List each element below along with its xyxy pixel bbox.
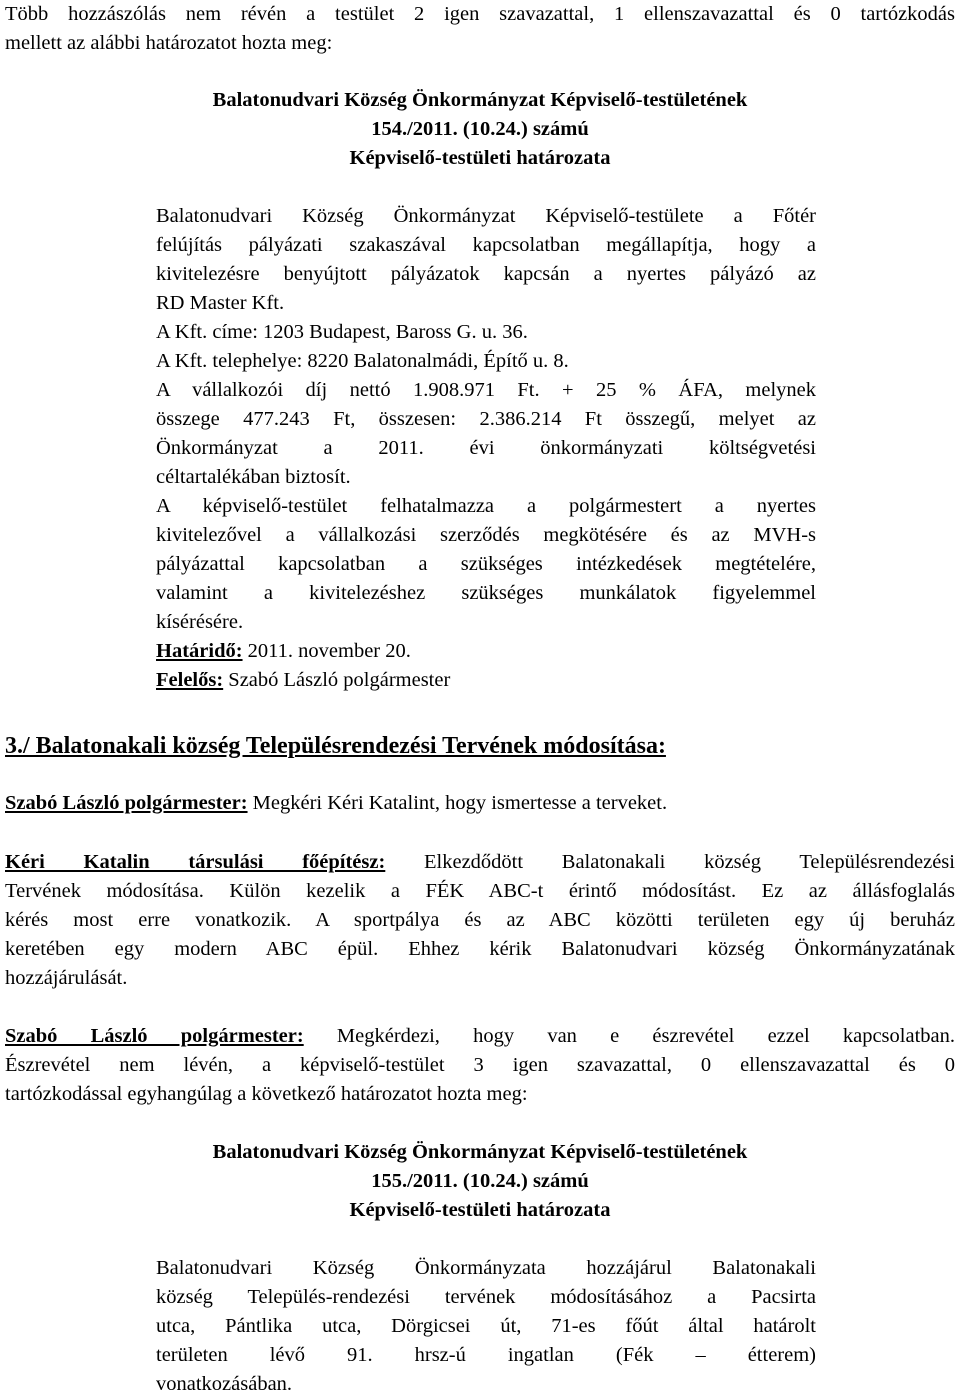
paragraph-1 xyxy=(5,793,955,814)
paragraph-1-text: Megkéri Kéri Katalint, hogy ismertesse a terveket. xyxy=(247,792,668,814)
paragraph-2-line: hozzájárulását. xyxy=(5,967,128,989)
resolution-1-body-line: összege 477.243 Ft, összesen: 2.386.214 Ft összegű, melyet az xyxy=(156,408,816,430)
resolution-1-body-line: RD Master Kft. xyxy=(156,292,285,314)
resolution-1-heading-1: Balatonudvari Község Önkormányzat Képviselő-testületének xyxy=(212,89,748,111)
paragraph-3-line-1-text: Megkérdezi, hogy van e észrevétel ezzel kapcsolatban. xyxy=(303,1025,956,1047)
paragraph-2-line: keretében egy modern ABC épül. Ehhez kérik Balatonudvari község Önkormányzatának xyxy=(5,938,955,960)
resolution-1-body-line: kísérésére. xyxy=(156,611,244,633)
resolution-1-heading-2: 154./2011. (10.24.) számú xyxy=(371,118,589,140)
resolution-2-body-line: község Település-rendezési tervének módosításához a Pacsirta xyxy=(156,1286,816,1308)
resolution-2-heading-1: Balatonudvari Község Önkormányzat Képviselő-testületének xyxy=(212,1141,748,1163)
deadline-value: 2011. november 20. xyxy=(242,640,411,662)
resolution-1-body-line: pályázattal kapcsolatban a szükséges intézkedések megtételére, xyxy=(156,553,816,575)
resolution-2-body-line: utca, Pántlika utca, Dörgicsei út, 71-es főút által határolt xyxy=(156,1315,816,1337)
resolution-2-heading-2: 155./2011. (10.24.) számú xyxy=(371,1170,589,1192)
resolution-1-deadline xyxy=(156,641,816,662)
resolution-1-body-line: valamint a kivitelezéshez szükséges munkálatok figyelemmel xyxy=(156,582,816,604)
paragraph-2-line: kérés most erre vonatkozik. A sportpálya és az ABC közötti területen egy új beruház xyxy=(5,909,955,931)
paragraph-2-speaker: Kéri Katalin társulási főépítész: xyxy=(5,851,386,873)
paragraph-3-line: tartózkodással egyhangúlag a következő határozatot hozta meg: xyxy=(5,1083,528,1105)
resolution-1-body-line: A képviselő-testület felhatalmazza a polgármestert a nyertes xyxy=(156,495,816,517)
paragraph-3-line-1 xyxy=(5,1026,955,1047)
responsible-value: Szabó László polgármester xyxy=(223,669,451,691)
resolution-2-heading-3: Képviselő-testületi határozata xyxy=(349,1199,611,1221)
paragraph-2-line: Tervének módosítása. Külön kezelik a FÉK ABC-t érintő módosítást. Ez az állásfoglalás xyxy=(5,880,955,902)
responsible-label: Felelős: xyxy=(156,669,224,691)
resolution-1-body-line: Önkormányzat a 2011. évi önkormányzati költségvetési xyxy=(156,437,816,459)
resolution-2-body-line: Balatonudvari Község Önkormányzata hozzájárul Balatonakali xyxy=(156,1257,816,1279)
resolution-1-body-line: A Kft. telephelye: 8220 Balatonalmádi, Építő u. 8. xyxy=(156,350,569,372)
resolution-1-body-line: A vállalkozói díj nettó 1.908.971 Ft. + 25 % ÁFA, melynek xyxy=(156,379,816,401)
paragraph-1-speaker: Szabó László polgármester: xyxy=(5,792,248,814)
section-3-title: 3./ Balatonakali község Településrendezési Tervének módosítása: xyxy=(5,733,666,759)
resolution-2-body-line: területen lévő 91. hrsz-ú ingatlan (Fék – étterem) xyxy=(156,1344,816,1366)
resolution-1-body-line: felújítás pályázati szakaszával kapcsolatban megállapítja, hogy a xyxy=(156,234,816,256)
deadline-label: Határidő: xyxy=(156,640,243,662)
resolution-1-body-line: Balatonudvari Község Önkormányzat Képviselő-testülete a Főtér xyxy=(156,205,816,227)
paragraph-3-line: Észrevétel nem lévén, a képviselő-testület 3 igen szavazattal, 0 ellenszavazattal és 0 xyxy=(5,1054,955,1076)
intro-line-1: Több hozzászólás nem révén a testület 2 igen szavazattal, 1 ellenszavazattal és 0 tartózkodás xyxy=(5,3,955,25)
paragraph-2-line-1-text: Elkezdődött Balatonakali község Településrendezési xyxy=(385,851,955,873)
resolution-1-responsible xyxy=(156,670,816,691)
resolution-2-body-line: vonatkozásában. xyxy=(156,1373,293,1395)
intro-line-2: mellett az alábbi határozatot hozta meg: xyxy=(5,32,333,54)
resolution-1-body-line: céltartalékában biztosít. xyxy=(156,466,351,488)
resolution-1-heading-3: Képviselő-testületi határozata xyxy=(349,147,611,169)
paragraph-3-speaker: Szabó László polgármester: xyxy=(5,1025,304,1047)
resolution-1-body-line: kivitelezésre benyújtott pályázatok kapcsán a nyertes pályázó az xyxy=(156,263,816,285)
resolution-1-body-line: A Kft. címe: 1203 Budapest, Baross G. u. 36. xyxy=(156,321,528,343)
paragraph-2-line-1 xyxy=(5,852,955,873)
resolution-1-body-line: kivitelezővel a vállalkozási szerződés megkötésére és az MVH-s xyxy=(156,524,816,546)
